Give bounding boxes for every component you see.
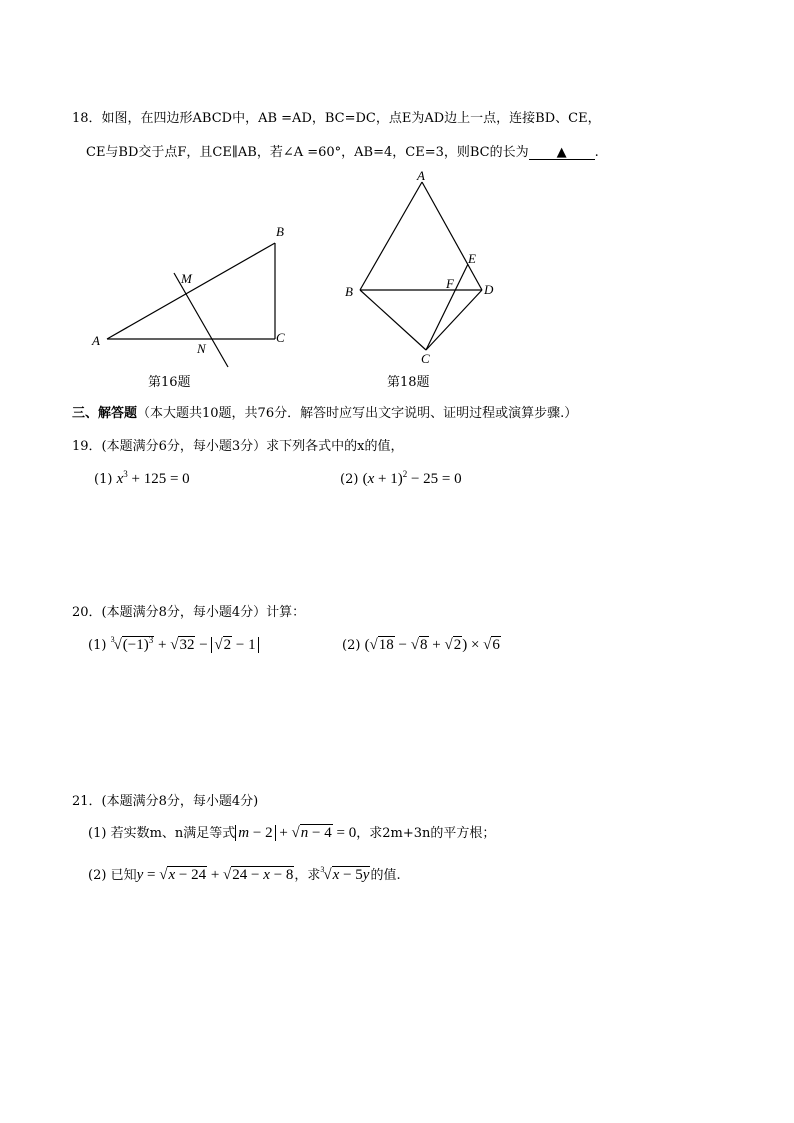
q20-part-2-expression: (√18 − √8 + √2) × √6 [364,637,500,653]
q19-stem: 19．(本题满分6分，每小题3分）求下列各式中的x的值， [72,439,404,454]
section-3-heading [72,407,577,420]
q21-part-1-label: (1) [88,826,107,841]
q21-part-2-expression: $^3$√x − 5y [320,865,370,883]
fig16-segment-ab [107,243,275,339]
q21-part-2-text-c: 的值. [370,868,401,883]
q18-line-2 [86,146,599,160]
q18-line-1: 18．如图，在四边形ABCD中，AB =AD，BC=DC，点E为AD边上一点，连接BD、CE， [72,111,601,126]
q20-part-2 [342,638,501,653]
fig16-label-a: A [92,333,100,348]
fig16-label-m: M [181,271,192,286]
q20-part-1-label: (1) [88,638,107,653]
q20-stem: 20．(本题满分8分，每小题4分）计算： [72,605,306,620]
section-3-desc: （本大题共10题，共76分．解答时应写出文字说明、证明过程或演算步骤.） [137,406,578,421]
q21-part-2-equation: y = √x − 24 + √24 − x − 8 [136,867,294,883]
fig18-segment-cd [426,290,482,350]
fig18-label-d: D [484,282,494,297]
q20-part-1-expression: $^3√(-1)^3 + √32 - √2 - 1$ [111,637,259,653]
fig16-label-c: C [276,330,285,345]
fig16-caption: 第16题 [148,375,191,390]
q20-part-2-label: (2) [342,638,361,653]
figure-18 [340,168,510,368]
q19-part-2-equation: $(x + 1)^2 - 25 = 0$ [362,469,462,487]
fig18-label-b: B [345,284,353,299]
q18-answer-blank[interactable] [529,146,595,160]
q20-part-1 [88,635,259,653]
q21-part-1 [88,826,495,841]
triangle-mark-icon: ▲ [556,145,567,160]
q21-stem: 21．(本题满分8分，每小题4分) [72,794,259,809]
q19-part-1-equation: $x^3 + 125 = 0$ [116,469,190,487]
q19-part-1-label: (1) [94,472,113,487]
q21-part-2-text-a: 已知 [110,868,137,883]
fig18-segment-bc [360,290,426,350]
q18-line-2-text: CE与BD交于点F，且CE∥AB，若∠A =60°，AB=4，CE=3，则BC的长为 [86,145,529,160]
q18-line-2-end: . [594,145,599,160]
fig18-label-e: E [468,251,476,266]
figure-16 [88,220,308,370]
fig16-label-n: N [197,341,206,356]
q21-part-1-equation: m − 2 + √n − 4 = 0 [235,824,356,841]
q21-part-1-text-b: ，求2m+3n的平方根； [356,826,496,841]
q19-part-1 [94,469,190,487]
fig18-segment-ad [422,182,482,290]
q21-part-2-label: (2) [88,868,107,883]
section-3-title: 三、解答题 [72,406,138,421]
fig18-label-f: F [446,276,454,291]
fig18-label-c: C [421,351,430,366]
q21-part-2-text-b: ，求 [294,868,321,883]
fig18-caption: 第18题 [387,375,430,390]
q21-part-2 [88,865,401,883]
fig18-label-a: A [417,168,425,183]
q19-part-2 [340,469,462,487]
fig16-label-b: B [276,224,284,239]
fig18-segment-ab [360,182,422,290]
q21-part-1-text-a: 若实数m、n满足等式 [110,826,236,841]
q19-part-2-label: (2) [340,472,359,487]
